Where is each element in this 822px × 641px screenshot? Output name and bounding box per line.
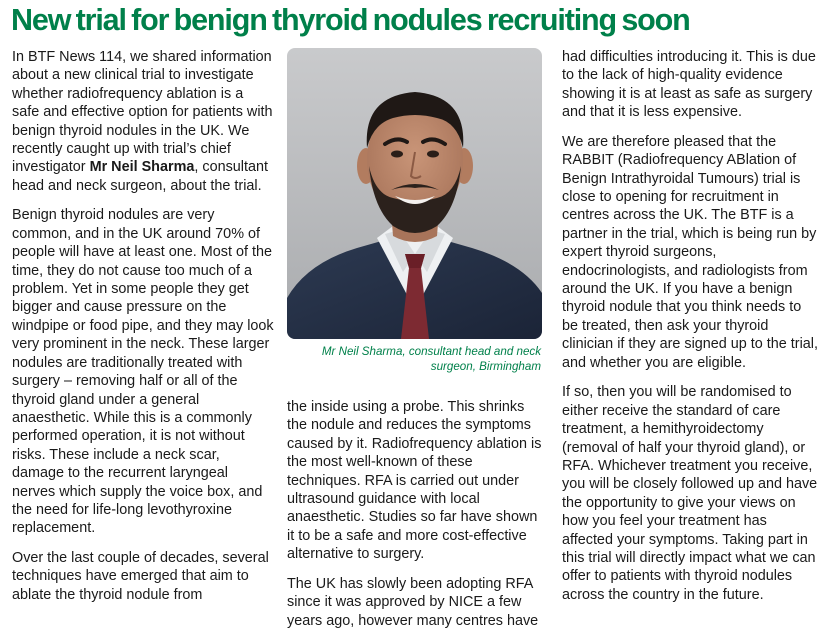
paragraph: The UK has slowly been adopting RFA since it was approved by NICE a few years ago, however many centres have [287,575,539,629]
investigator-name: Mr Neil Sharma [89,159,195,176]
headline: New trial for benign thyroid nodules recruiting soon [11,3,690,37]
caption-line: surgeon, Birmingham [430,359,541,373]
paragraph: We are therefore pleased that the RABBIT (Radiofrequency ABlation of Benign Intrathyroidal Tumours) trial is close to opening for recruitment in centres across the UK. The BTF is a partner in the trial, which is being run by expert thyroid surgeons, endocrinologists, and radiologists from around the UK. If you have a benign thyroid nodule that you think needs to be treated, then ask your thyroid clinician if they are signed up to the trial, and whether you are eligible. [562,133,818,371]
paragraph: had difficulties introducing it. This is due to the lack of high-quality evidence showing it is at least as safe as surgery and that it is less expensive. [562,49,816,121]
portrait-photo [287,48,542,339]
paragraph: the inside using a probe. This shrinks the nodule and reduces the symptoms caused by it. Radiofrequency ablation is the most well-known of these techniques. RFA is carried out under ultrasound guidance with local anaesthetic. Studies so far have shown it to be a safe and more cost-effective alternative to surgery. [287,399,542,563]
intro-text-end: , consultant head and neck surgeon, about the trial. [12,159,268,194]
intro-text: In BTF News 114, we shared information about a new clinical trial to investigate whether radiofrequency ablation is a safe and effective option for patients with benign thyroid nodules in the UK. We recently caught up with trial’s chief investigator [12,49,273,176]
paragraph: Benign thyroid nodules are very common, and in the UK around 70% of people will have at least one. Most of the time, they do not cause too much of a problem. Yet in some people they get bigger and cause pressure on the windpipe or food pipe, and they may look very prominent in the neck. These larger nodules are traditionally treated with surgery – removing half or all of the thyroid gland under a general anaesthetic. While this is a commonly performed operation, it is not without risks. These include a neck scar, damage to the recurrent laryngeal nerves which supply the voice box, and the need for life-long levothyroxine replacement. [12,207,274,537]
photo-caption [287,345,541,374]
paragraph: If so, then you will be randomised to either receive the standard of care treatment, a hemithyroidectomy (removal of half your thyroid gland), or RFA. Whichever treatment you receive, you will be closely followed up and have the opportunity to give your views on how you feel your treatment has affected your symptoms. Taking part in this trial will directly impact what we can offer to patients with thyroid nodules across the country in the future. [562,384,818,603]
paragraph: Over the last couple of decades, several techniques have emerged that aim to ablate the thyroid nodule from [12,549,269,603]
column-3 [562,48,818,615]
column-2 [287,48,545,641]
column-1 [12,48,274,615]
caption-line: Mr Neil Sharma, consultant head and neck [321,345,541,358]
intro-paragraph [12,48,274,195]
